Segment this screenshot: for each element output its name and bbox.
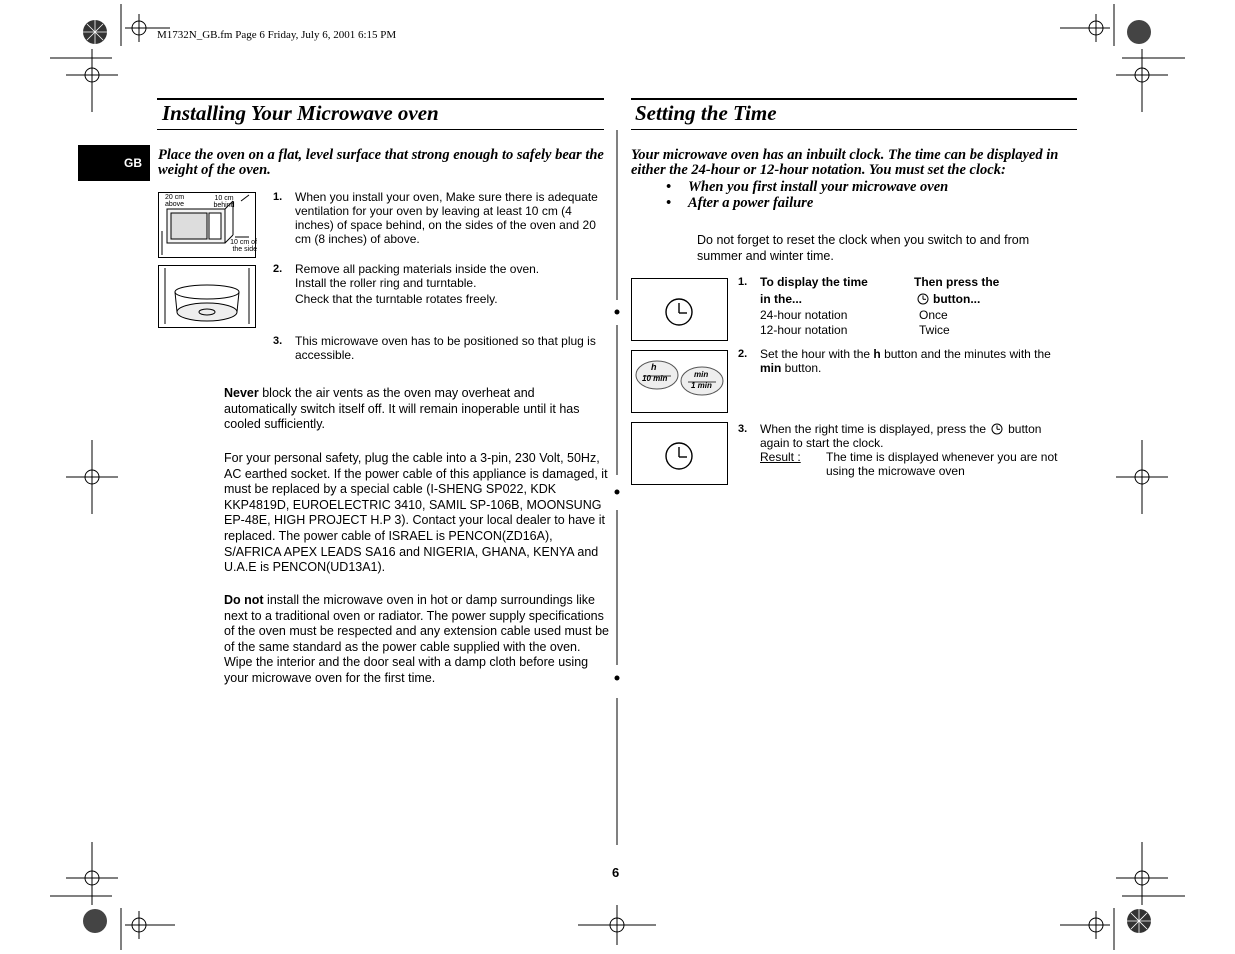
step-3-number: 3. <box>273 335 283 347</box>
clock-button-figure-2 <box>631 422 728 485</box>
clock-icon <box>991 423 1003 435</box>
label-side: 10 cm of the side <box>230 239 257 253</box>
step-2-text-3: Check that the turntable rotates freely. <box>295 292 498 306</box>
never-text: block the air vents as the oven may overheat and automatically switch itself off. It will remain inoperable until it has cooled sufficiently. <box>224 386 580 432</box>
clock-icon <box>917 293 929 305</box>
row-24h-notation: 24-hour notation <box>760 308 848 322</box>
turntable-figure <box>158 265 256 328</box>
col1-heading-a: To display the time <box>760 275 868 289</box>
turntable-illustration <box>159 266 255 327</box>
step-1-number: 1. <box>273 191 283 203</box>
step2-text-a: Set the hour with the <box>760 347 874 361</box>
min-button-label: min <box>694 370 709 379</box>
page-number: 6 <box>612 865 620 880</box>
col1-heading-b: in the... <box>760 292 802 306</box>
title-rule-bottom <box>157 129 604 130</box>
title-rule-top <box>157 98 604 100</box>
setting-time-bullets <box>666 180 1066 211</box>
language-tab: GB <box>78 145 150 181</box>
setting-time-intro: Your microwave oven has an inbuilt clock. The time can be displayed in either the 24-hour or 12-hour notation. You must set the clock: <box>631 147 1059 178</box>
clock-icon <box>632 423 727 484</box>
step-2-number: 2. <box>273 263 283 275</box>
time-step-3-number: 3. <box>738 423 748 435</box>
title-rule-top-right <box>631 98 1077 100</box>
donot-paragraph <box>224 593 609 687</box>
never-bold: Never <box>224 386 259 400</box>
installing-intro: Place the oven on a flat, level surface that strong enough to safely bear the weight of the oven. <box>158 147 604 178</box>
step3-text-a: When the right time is displayed, press the <box>760 422 987 436</box>
clock-button-figure-1 <box>631 278 728 341</box>
time-step-1-number: 1. <box>738 276 748 288</box>
step3-text-b: button <box>1008 422 1042 436</box>
row-24h-press: Once <box>919 308 948 322</box>
step2-h: h <box>873 347 881 361</box>
result-label: Result : <box>760 450 801 464</box>
time-step-3-line-2: again to start the clock. <box>760 436 884 450</box>
label-behind: 10 cm behind <box>213 195 235 209</box>
file-info-header: M1732N_GB.fm Page 6 Friday, July 6, 2001 6:15 PM <box>157 29 397 41</box>
min-button-sublabel: 1 min <box>691 381 712 390</box>
time-step-3-line-1 <box>760 422 1070 436</box>
row-12h-notation: 12-hour notation <box>760 323 848 337</box>
bullet-power-failure: • After a power failure <box>666 196 1066 211</box>
label-above: 20 cm above <box>165 194 185 208</box>
col2-heading-a: Then press the <box>914 275 1000 289</box>
oven-clearance-figure <box>158 192 256 258</box>
step-2-text: Remove all packing materials inside the oven. <box>295 262 540 276</box>
section-title-setting-time: Setting the Time <box>635 101 777 125</box>
hour-minute-buttons-figure <box>631 350 728 413</box>
step-3-text: This microwave oven has to be positioned so that plug is accessible. <box>295 334 596 362</box>
never-warning <box>224 386 609 433</box>
step-2-text-2: Install the roller ring and turntable. <box>295 276 477 290</box>
step2-text-b: button and the minutes with the <box>880 347 1051 361</box>
donot-text: install the microwave oven in hot or damp surroundings like next to a traditional oven or radiator. The power supply specifications of the oven must be respected and any extension cable used must be of the same standard as the power cable supplied with the oven. Wipe the interior and the door seal with a damp cloth before using your microwave oven for the first time. <box>224 593 609 685</box>
bullet-first-install: • When you first install your microwave oven <box>666 180 1066 195</box>
result-text: The time is displayed whenever you are not using the microwave oven <box>826 450 1058 478</box>
clock-icon <box>632 279 727 340</box>
donot-bold: Do not <box>224 593 264 607</box>
step2-min: min <box>760 361 782 375</box>
time-step-2-number: 2. <box>738 348 748 360</box>
safety-paragraph: For your personal safety, plug the cable into a 3-pin, 230 Volt, 50Hz, AC earthed socket. If the power cable of this appliance is damaged, it must be replaced by a special cable (I-SHENG SP022, KDK KKP4819D, EUROELECTRIC 3410, SAMIL SP-106B, MOONSUNG EP-48E, HIGH PROJECT H.P 3). Contact your local dealer to have it replaced. The power cable of ISRAEL is PENCON(ZD16A), S/AFRICA APEX LEADS SA16 and NIGERIA, GHANA, KENYA and U.A.E is PENCON(UD13A1). <box>224 451 608 575</box>
col2-heading-b-text: button... <box>933 292 981 306</box>
title-rule-bottom-right <box>631 129 1077 130</box>
h-button-label: h <box>651 362 657 372</box>
section-title-installing: Installing Your Microwave oven <box>162 101 439 125</box>
step2-text-c: button. <box>781 361 822 375</box>
h-button-sublabel: 10 min <box>642 374 668 383</box>
step-1-text: When you install your oven, Make sure there is adequate ventilation for your oven by leaving at least 10 cm (4 inches) of space behind, on the sides of the oven and 20 cm (8 inches) of above. <box>295 190 598 246</box>
row-12h-press: Twice <box>919 323 950 337</box>
time-step-2-text <box>760 347 1070 375</box>
col2-heading-b <box>917 292 980 306</box>
clock-reset-note: Do not forget to reset the clock when you switch to and from summer and winter time. <box>697 233 1030 263</box>
